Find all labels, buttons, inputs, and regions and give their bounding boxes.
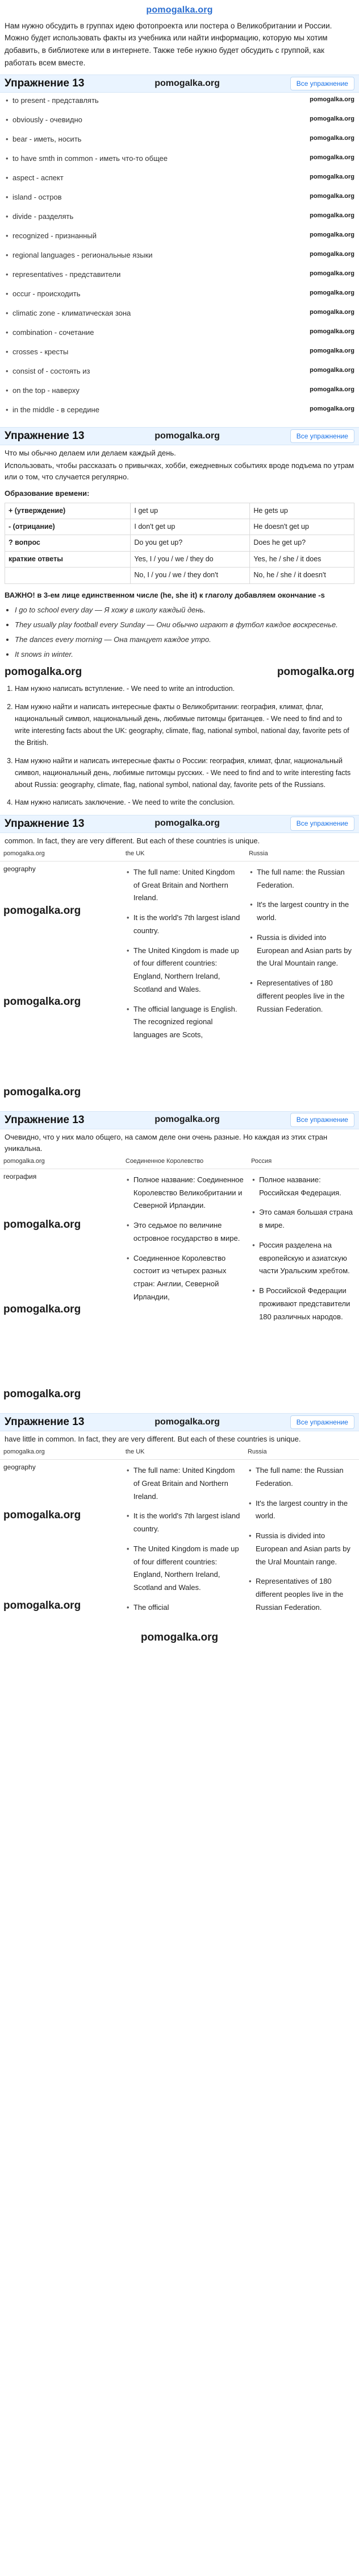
list-item: • Соединенное Королевство состоит из четырех разных стран: Англии, Северной Ирландии, — [126, 1252, 244, 1304]
section-header — [0, 1413, 359, 1431]
comparison-table — [0, 1154, 359, 1405]
table-header: pomogalka.org Соединенное Королевство Россия — [0, 1154, 359, 1169]
all-exercises-button[interactable]: Все упражнение — [290, 1113, 354, 1127]
section-header — [0, 427, 359, 445]
watermark: pomogalka.org — [155, 818, 220, 829]
comparison-table — [0, 847, 359, 1103]
list-item: • to present - представлять pomogalka.org — [5, 95, 354, 114]
vocabulary-list — [0, 95, 359, 424]
list-item: • Representatives of 180 different peoples live in the Russian Federation. — [249, 977, 356, 1016]
list-item: • They usually play football every Sunday — Они обычно играют в футбол каждое воскресенье. — [15, 619, 354, 631]
list-item: • island - остров pomogalka.org — [5, 192, 354, 211]
list-item: • It is the world's 7th largest island country. — [126, 1510, 241, 1536]
table-row: + (утверждение) I get up He gets up — [5, 503, 354, 519]
table-row: geography pomogalka.org pomogalka.org pomogalka.org • The full name: United Kingdom of Great Britain and Northern Ireland. • It is the world's 7th largest island country. • The United Kingdom is made up of four different countries: England, Northern Ireland, Scotland and Wales. • The official language is English. The recognized regional languages are Scots, • The full name: the Russian Federation. • It's the largest country in the world. • Russia is divided into European and Asian parts by the Ural Mountain range. • Representatives of 180 different peoples live in the Russian Federation. — [0, 861, 359, 1103]
table-row: география pomogalka.org pomogalka.org pomogalka.org • Полное название: Соединенное Королевство Великобритании и Северной Ирландии. • Это седьмое по величине островное государство в мире. • Соединенное Королевство состоит из четырех разных стран: Англии, Северной Ирландии, • Полное название: Российская Федерация. • Это самая большая страна в мире. • Россия разделена на европейскую и азиатскую части Уральским хребтом. • В Российской Федерации проживают представители 180 различных народов. — [0, 1169, 359, 1405]
list-item: • to have smth in common - иметь что-то общее pomogalka.org — [5, 153, 354, 172]
section-title: Упражнение 13 — [5, 77, 85, 90]
grammar-usage: Использовать, чтобы рассказать о привычках, хобби, ежедневных событиях вроде подъема по утрам или о том, что случается регулярно. — [5, 461, 354, 482]
list-item: 1. Нам нужно написать вступление. - We need to write an introduction. — [15, 683, 354, 695]
russia-facts — [248, 1464, 356, 1614]
uk-facts — [126, 866, 242, 1042]
list-item: • The full name: United Kingdom of Great Britain and Northern Ireland. — [126, 1464, 241, 1503]
table-row: geography pomogalka.org pomogalka.org • The full name: United Kingdom of Great Britain and Northern Ireland. • It is the world's 7th largest island country. • The United Kingdom is made up of four different countries: England, Northern Ireland, Scotland and Wales. • The official • The full name: the Russian Federation. • It's the largest country in the world. • Russia is divided into European and Asian parts by the Ural Mountain range. • Representatives of 180 different peoples live in the Russian Federation. — [0, 1460, 359, 1624]
list-item: • Россия разделена на европейскую и азиатскую части Уральским хребтом. — [251, 1239, 356, 1278]
site-logo[interactable]: pomogalka.org — [146, 5, 213, 15]
watermark-row: pomogalka.org pomogalka.org — [5, 665, 354, 678]
list-item: • recognized - признанный pomogalka.org — [5, 230, 354, 250]
list-item: • Полное название: Российская Федерация. — [251, 1174, 356, 1200]
list-item: 3. Нам нужно найти и написать интересные факты о России: география, климат, флаг, национальный символ, национальный день, любимые питомцы русских. - We need to find and to write interesting facts about Russia: geography, climate, flag, national symbol, national day, favorite pets of the Russians. — [15, 755, 354, 792]
list-item: • The official — [126, 1601, 241, 1614]
list-item: • climatic zone - климатическая зона pomogalka.org — [5, 308, 354, 327]
section-title: Упражнение 13 — [5, 430, 85, 442]
list-item: • I go to school every day — Я хожу в школу каждый день. — [15, 604, 354, 616]
table-header: pomogalka.org the UK Russia — [0, 1445, 359, 1460]
column-header-russia: Россия — [251, 1157, 272, 1165]
watermark: pomogalka.org — [140, 1631, 219, 1643]
list-item: • Это седьмое по величине островное государство в мире. — [126, 1219, 244, 1245]
list-item: 4. Нам нужно написать заключение. - We need to write the conclusion. — [15, 797, 354, 809]
grammar-definition: Что мы обычно делаем или делаем каждый день. — [5, 449, 176, 458]
list-item: • Полное название: Соединенное Королевство Великобритании и Северной Ирландии. — [126, 1174, 244, 1212]
list-item: • obviously - очевидно pomogalka.org — [5, 114, 354, 134]
russia-facts — [249, 866, 356, 1016]
list-item: • aspect - аспект pomogalka.org — [5, 172, 354, 192]
site-header — [0, 0, 359, 19]
russia-facts — [251, 1174, 356, 1324]
examples-list — [0, 604, 359, 661]
list-item: • В Российской Федерации проживают представители 180 различных народов. — [251, 1285, 356, 1323]
section-title: Упражнение 13 — [5, 1113, 85, 1126]
list-item: • The United Kingdom is made up of four different countries: England, Northern Ireland, Scotland and Wales. — [126, 945, 242, 996]
list-item: • divide - разделять pomogalka.org — [5, 211, 354, 230]
list-item: • Representatives of 180 different peoples live in the Russian Federation. — [248, 1575, 356, 1614]
column-header-russia: Russia — [249, 850, 268, 857]
list-item: • Russia is divided into European and Asian parts by the Ural Mountain range. — [248, 1530, 356, 1568]
table-row: - (отрицание) I don't get up He doesn't get up — [5, 519, 354, 535]
list-item: • The official language is English. The recognized regional languages are Scots, — [126, 1003, 242, 1042]
grammar-rule: ВАЖНО! в 3-ем лице единственном числе (he, she it) к глаголу добавляем окончание -s — [5, 590, 325, 599]
all-exercises-button[interactable]: Все упражнение — [290, 817, 354, 831]
all-exercises-button[interactable]: Все упражнение — [290, 1415, 354, 1430]
grammar-block — [0, 448, 359, 601]
table-row: ? вопрос Do you get up? Does he get up? — [5, 535, 354, 551]
section-header — [0, 815, 359, 833]
section-title: Упражнение 13 — [5, 1416, 85, 1428]
all-exercises-button[interactable]: Все упражнение — [290, 77, 354, 91]
row-label: география — [3, 1172, 37, 1181]
list-item: • on the top - наверху pomogalka.org — [5, 385, 354, 404]
list-item: • The full name: the Russian Federation. — [248, 1464, 356, 1490]
grammar-table — [5, 503, 354, 584]
column-header-uk: Соединенное Королевство — [125, 1157, 204, 1165]
plan-list — [0, 683, 359, 809]
all-exercises-button[interactable]: Все упражнение — [290, 429, 354, 444]
watermark: pomogalka.org — [155, 1417, 220, 1427]
uk-facts — [126, 1464, 241, 1614]
intro-text: Нам нужно обсудить в группах идею фотопроекта или постера о Великобритании и России. Можно будет использовать факты из учебника или найти информацию, которую мы хотим добавить, в библиотеке или в интернете. Также тебе нужно будет обсудить с группой, как работать всем вместе. — [5, 21, 332, 67]
lead-text: common. In fact, they are very different. But each of these countries is unique. — [5, 836, 260, 845]
list-item: • bear - иметь, носить pomogalka.org — [5, 134, 354, 153]
formation-title: Образование времени: — [5, 488, 90, 498]
lead-text: Очевидно, что у них мало общего, на самом деле они очень разные. Но каждая из этих стран уникальна. — [5, 1132, 328, 1153]
list-item: • The United Kingdom is made up of four different countries: England, Northern Ireland, Scotland and Wales. — [126, 1543, 241, 1595]
column-header-russia: Russia — [247, 1448, 267, 1456]
watermark: pomogalka.org — [155, 78, 220, 88]
watermark: pomogalka.org — [155, 1115, 220, 1125]
list-item: • crosses - кресты pomogalka.org — [5, 346, 354, 366]
list-item: • The full name: the Russian Federation. — [249, 866, 356, 892]
section-header — [0, 1111, 359, 1129]
list-item: • regional languages - региональные языки pomogalka.org — [5, 250, 354, 269]
list-item: • consist of - состоять из pomogalka.org — [5, 366, 354, 385]
list-item: • occur - происходить pomogalka.org — [5, 288, 354, 308]
list-item: • in the middle - в середине pomogalka.org — [5, 404, 354, 424]
list-item: • The full name: United Kingdom of Great Britain and Northern Ireland. — [126, 866, 242, 905]
list-item: • Это самая большая страна в мире. — [251, 1206, 356, 1232]
footer — [0, 1624, 359, 1657]
uk-facts — [126, 1174, 244, 1304]
section-header — [0, 74, 359, 93]
list-item: • It's the largest country in the world. — [249, 898, 356, 925]
column-header-uk: the UK — [125, 850, 145, 857]
section-title: Упражнение 13 — [5, 817, 85, 830]
list-item: • It's the largest country in the world. — [248, 1497, 356, 1523]
list-item: • combination - сочетание pomogalka.org — [5, 327, 354, 346]
row-label: geography — [3, 864, 36, 873]
list-item: • It snows in winter. — [15, 649, 354, 660]
table-row: No, I / you / we / they don't No, he / she / it doesn't — [5, 568, 354, 583]
lead-text: have little in common. In fact, they are very different. But each of these countries is unique. — [5, 1434, 301, 1443]
table-row: краткие ответы Yes, I / you / we / they do Yes, he / she / it does — [5, 551, 354, 567]
list-item: • The dances every morning — Она танцует каждое утро. — [15, 634, 354, 645]
comparison-table — [0, 1445, 359, 1624]
list-item: 2. Нам нужно найти и написать интересные факты о Великобритании: география, климат, флаг, национальный символ, национальный день, любимые питомцы британцев. - We need to find and to write interesting facts about the UK: geography, climate, flag, national symbol, national day, favorite pets of the British. — [15, 701, 354, 749]
watermark: pomogalka.org — [155, 430, 220, 441]
list-item: • It is the world's 7th largest island country. — [126, 912, 242, 938]
row-label: geography — [3, 1463, 36, 1472]
list-item: • representatives - представители pomogalka.org — [5, 269, 354, 288]
list-item: • Russia is divided into European and Asian parts by the Ural Mountain range. — [249, 931, 356, 970]
column-header-uk: the UK — [125, 1448, 145, 1456]
table-header: pomogalka.org the UK Russia — [0, 847, 359, 862]
